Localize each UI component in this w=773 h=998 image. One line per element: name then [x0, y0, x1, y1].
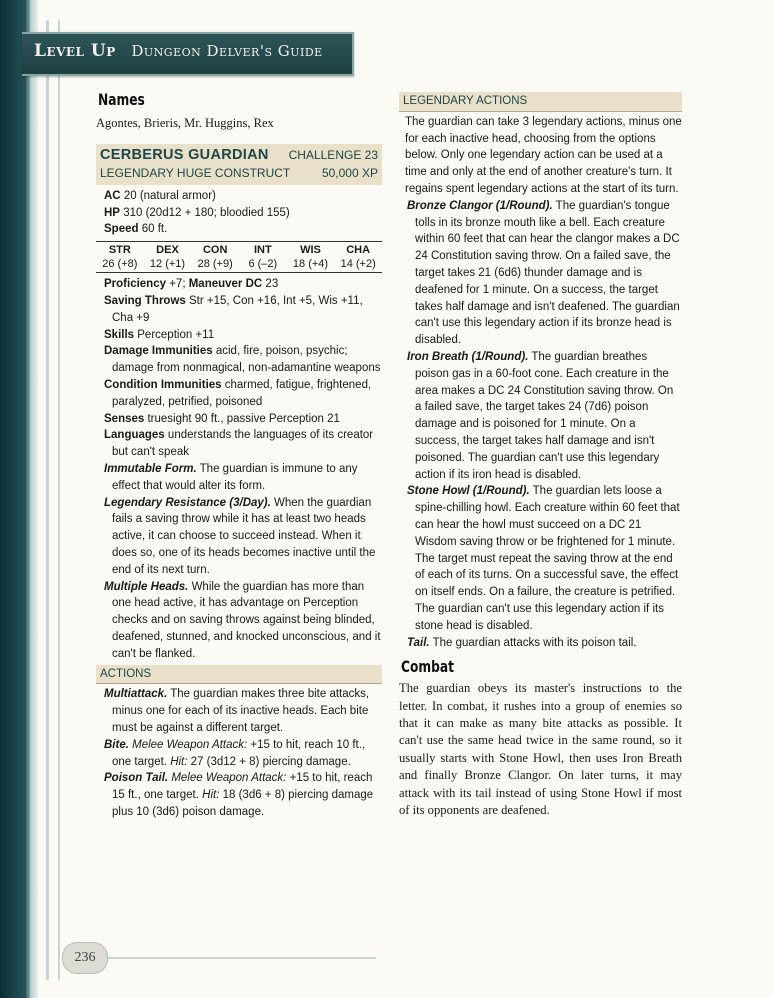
legendary-text: The guardian breathes poison gas in a 60-foot cone. Each creature in the area makes a DC 24 Constitution saving throw. On a failed save, the target takes 24 (7d6) poison damage and is poisoned for 1 minute. On a success, the target takes half damage and isn't poisoned. The guardian can't use this legendary action if its iron head is disabled. — [415, 350, 674, 481]
combat-heading: Combat — [401, 657, 455, 677]
page-number: 236 — [62, 942, 108, 974]
legendary-actions-heading: LEGENDARY ACTIONS — [399, 92, 682, 112]
spine-edge — [26, 0, 38, 998]
trait-legendary-resistance — [100, 495, 382, 579]
legendary-iron-breath — [403, 349, 682, 483]
ability-value: 18 (+4) — [292, 258, 329, 271]
action-text: +15 to hit, reach 15 ft., one target. — [112, 772, 373, 802]
label: Damage Immunities — [104, 345, 213, 358]
ability-name: DEX — [156, 244, 179, 257]
trait-text: When the guardian fails a saving throw while it has at least two heads active, it can choose to succeed instead. When it does so, one of its heads becomes inactive until the end of its next turn. — [112, 496, 376, 576]
left-column — [96, 92, 382, 821]
trait-text: While the guardian has more than one head active, it has advantage on Perception checks and on saving throws against being blinded, deafened, stunned, and knocked unconscious, and it can't be flanked. — [112, 580, 381, 660]
creature-xp: 50,000 XP — [321, 166, 378, 180]
value: +7; — [169, 278, 186, 291]
trait-immutable-form — [100, 461, 382, 495]
value: 310 (20d12 + 180; bloodied 155) — [123, 206, 290, 219]
decorative-rail — [58, 20, 60, 980]
action-multiattack — [100, 686, 382, 736]
ability-value: 12 (+1) — [149, 258, 186, 271]
ability-int — [239, 243, 287, 271]
actions-heading: ACTIONS — [96, 665, 382, 685]
damage-immunities — [100, 343, 382, 377]
ability-value: 14 (+2) — [340, 258, 376, 271]
action-text: +15 to hit, reach 10 ft., one target. — [112, 738, 366, 768]
header-title — [34, 41, 323, 61]
label: Proficiency — [104, 278, 166, 291]
value: charmed, fatigue, frightened, paralyzed, petrified, poisoned — [112, 378, 372, 408]
legendary-intro: The guardian can take 3 legendary actions, minus one for each inactive head, choosing from the options below. Only one legendary action can be used at a time and only at the end of another creature's turn. It regains spent legendary actions at the start of its turn. — [405, 115, 682, 195]
action-name: Multiattack. — [104, 688, 168, 701]
label: Languages — [104, 429, 165, 442]
ability-wis — [287, 243, 335, 271]
trait-name: Immutable Form. — [104, 462, 197, 475]
value: understands the languages of its creator but can't speak — [112, 429, 374, 459]
trait-name: Legendary Resistance (3/Day). — [104, 496, 271, 509]
value: acid, fire, poison, psychic; damage from nonmagical, non-adamantine weapons — [112, 345, 381, 375]
armor-class — [100, 188, 382, 205]
statblock-subheader — [96, 165, 382, 185]
label: Senses — [104, 412, 145, 425]
action-poison-tail — [100, 770, 382, 820]
attack-type: Melee Weapon Attack: — [171, 772, 287, 785]
legendary-name: Tail. — [407, 636, 430, 649]
value: 20 (natural armor) — [123, 189, 216, 202]
creature-type: LEGENDARY HUGE CONSTRUCT — [100, 166, 291, 180]
names-heading: Names — [98, 90, 145, 109]
ability-scores — [96, 241, 382, 273]
ability-name: STR — [108, 244, 131, 257]
statblock-header — [96, 144, 382, 165]
hit-text: 18 (3d6 + 8) piercing damage plus 10 (3d6) poison damage. — [112, 789, 374, 818]
ability-name: CON — [202, 244, 228, 257]
label: AC — [104, 189, 121, 202]
decorative-rail — [46, 20, 49, 980]
ability-con — [191, 243, 239, 271]
label: Skills — [104, 328, 135, 341]
footer-line — [80, 957, 376, 959]
action-bite — [100, 737, 382, 771]
legendary-stone-howl — [403, 483, 682, 634]
speed — [100, 221, 382, 238]
legendary-bronze-clangor — [403, 198, 682, 349]
legendary-text: The guardian's tongue tolls in its bronze mouth like a bell. Each creature within 60 feet that can hear the clangor makes a DC 24 Constitution saving throw. On a failed save, the target takes 21 (6d6) thunder damage and is deafened for 1 minute. On a success, the target takes half damage and isn't deafened. The guardian can't use this legendary action if its bronze head is disabled. — [415, 199, 680, 347]
value: Perception +11 — [137, 328, 215, 341]
right-column — [399, 92, 682, 819]
label: Saving Throws — [104, 294, 186, 307]
attack-type: Melee Weapon Attack: — [132, 738, 248, 751]
hit-points — [100, 205, 382, 222]
hit-label: Hit: — [170, 755, 188, 768]
trait-multiple-heads — [100, 579, 382, 663]
label: Speed — [104, 223, 139, 236]
ability-name: INT — [253, 244, 272, 257]
hit-label: Hit: — [202, 789, 220, 802]
combat-text: The guardian obeys its master's instructions to the letter. In combat, it rushes into a group of enemies so that it can make as many bite attacks as possible. It can't use the same head twice in the same round, so it usually starts with Stone Howl, then uses Iron Breath and finally Bronze Clangor. On later turns, it may attack with its tail instead of using Stone Howl if most of its opponents are deafened. — [399, 681, 682, 817]
saving-throws — [100, 293, 382, 327]
challenge-rating: CHALLENGE 23 — [288, 148, 378, 163]
brand-title: Level Up — [34, 41, 116, 61]
skills — [100, 327, 382, 344]
ability-dex — [144, 243, 192, 271]
trait-text: The guardian is immune to any effect that would alter its form. — [112, 462, 358, 492]
ability-value: 26 (+8) — [102, 258, 138, 271]
action-text: The guardian makes three bite attacks, minus one for each of its inactive heads. Each bite must be against a different target. — [112, 688, 370, 734]
proficiency — [100, 276, 382, 293]
ability-value: 28 (+9) — [197, 258, 233, 271]
value: 60 ft. — [141, 223, 168, 236]
ability-name: CHA — [346, 244, 371, 257]
legendary-text: The guardian attacks with its poison tail. — [432, 636, 637, 649]
ability-str — [96, 243, 144, 271]
action-name: Poison Tail. — [104, 772, 169, 785]
book-title: Dungeon Delver's Guide — [131, 42, 323, 60]
names-text: Agontes, Brieris, Mr. Huggins, Rex — [96, 115, 274, 130]
legendary-tail — [403, 635, 682, 652]
label: Condition Immunities — [104, 378, 222, 391]
legendary-text: The guardian lets loose a spine-chilling howl. Each creature within 60 feet that can hear the howl must succeed on a DC 21 Wisdom saving throw or be frightened for 1 minute. The target must repeat the saving throw at the end of each of its turns. On a successful save, the effect on itself ends. On a failure, the creature is petrified. The guardian can't use this legendary action if its stone head is disabled. — [415, 485, 680, 632]
condition-immunities — [100, 377, 382, 411]
legendary-name: Bronze Clangor (1/Round). — [407, 199, 553, 212]
hit-text: 27 (3d12 + 8) piercing damage. — [190, 755, 351, 768]
ability-value: 6 (–2) — [248, 258, 278, 271]
value: truesight 90 ft., passive Perception 21 — [147, 412, 340, 425]
languages — [100, 427, 382, 461]
ability-cha — [334, 243, 382, 271]
ability-name: WIS — [300, 244, 321, 257]
statblock — [96, 144, 382, 820]
legendary-name: Stone Howl (1/Round). — [407, 485, 530, 498]
creature-name: CERBERUS GUARDIAN — [100, 147, 269, 164]
value: Str +15, Con +16, Int +5, Wis +11, Cha +9 — [112, 294, 363, 324]
trait-name: Multiple Heads. — [104, 580, 189, 593]
label: Maneuver DC — [188, 278, 263, 291]
value: 23 — [265, 278, 279, 291]
label: HP — [104, 206, 120, 219]
legendary-name: Iron Breath (1/Round). — [407, 350, 529, 363]
action-name: Bite. — [104, 738, 129, 751]
senses — [100, 411, 382, 428]
